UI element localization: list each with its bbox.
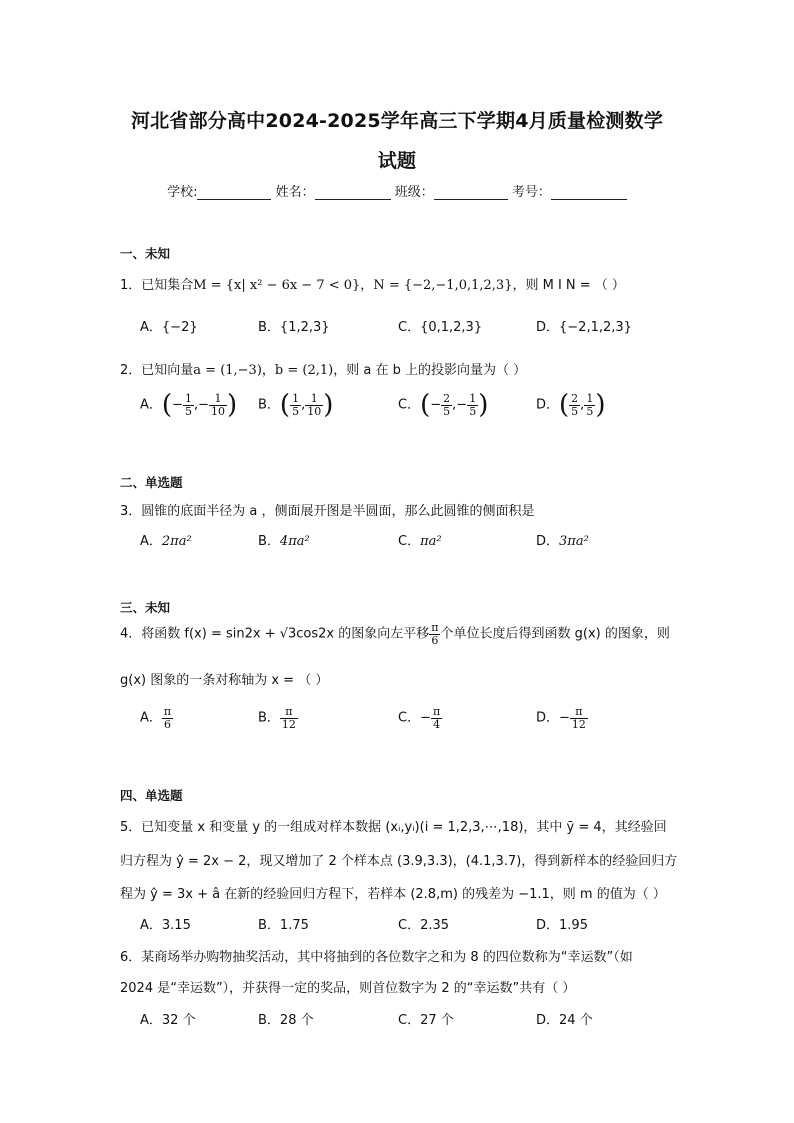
option-label: C． (398, 918, 421, 933)
q2-option-c[interactable]: C．(− $\frac{2}{5}$ ,− $\frac{1}{5}$ ) (398, 390, 489, 420)
sign: − (198, 397, 210, 413)
school-blank[interactable] (197, 185, 271, 200)
fraction: $\frac{\pi}{12}$ (281, 705, 296, 731)
q4-option-b[interactable] (258, 706, 298, 730)
q3-option-a[interactable] (140, 530, 192, 549)
option-label: A． (140, 534, 162, 549)
option-label: D． (536, 918, 560, 933)
q1-comma: ， (360, 278, 374, 293)
option-value: πa² (420, 534, 442, 549)
q4-text-a: 4．将函数 f(x) = sin2x + √3cos2x 的图象向左平移 (120, 626, 430, 642)
question-5-line1: 5．已知变量 x 和变量 y 的一组成对样本数据 (xᵢ,yᵢ)(i = 1,2,3,⋯,18)，其中 ȳ = 4，其经验回 (120, 820, 667, 835)
question-5-line3: 程为 ŷ = 3x + â 在新的经验回归方程下，若样本 (2.8,m) 的残差为 −1.1，则 m 的值为（ ） (120, 887, 666, 902)
option-value: 2πa² (161, 534, 192, 549)
name-label: 姓名： (275, 185, 315, 200)
q4-shift-fraction: $\frac{\pi}{6}$ (431, 621, 439, 647)
option-value: 4πa² (279, 534, 310, 549)
school-label: 学校: (167, 185, 198, 200)
option-label: B． (258, 320, 280, 335)
q2-suffix: ，则 a 在 b 上的投影向量为（ ） (333, 363, 527, 378)
question-3: 3．圆锥的底面半径为 a ，侧面展开图是半圆面，那么此圆锥的侧面积是 (120, 504, 535, 519)
q3-option-b[interactable] (258, 530, 310, 549)
q2-prefix: 2．已知向量 (120, 363, 194, 378)
section-heading-4: 四、单选题 (120, 788, 183, 803)
q1-suffix: ，则 M I N = （ ） (512, 278, 625, 293)
option-value: 1.75 (279, 918, 309, 933)
sign: − (420, 710, 431, 726)
q3-option-c[interactable] (398, 530, 442, 549)
option-label: B． (258, 710, 280, 726)
q5-option-d[interactable] (536, 914, 588, 933)
section-heading-3: 三、未知 (120, 600, 171, 615)
q1-prefix: 1．已知集合 (120, 278, 194, 293)
exam-number-label: 考号： (511, 185, 551, 200)
option-label: B． (258, 534, 280, 549)
fraction: $\frac{1}{10}$ (307, 391, 322, 418)
option-label: B． (258, 918, 280, 933)
exam-title-line1: 河北省部分高中2024-2025学年高三下学期4月质量检测数学 (130, 110, 664, 132)
q1-option-c[interactable] (398, 316, 482, 335)
fraction: $\frac{\pi}{6}$ (163, 705, 172, 731)
class-blank[interactable] (434, 185, 508, 200)
option-value: 24 个 (559, 1013, 593, 1028)
fraction: $\frac{1}{10}$ (211, 391, 226, 418)
q4-option-a[interactable] (140, 706, 173, 730)
q4-text-b: 个单位长度后得到函数 g(x) 的图象，则 (440, 626, 670, 642)
fraction: $\frac{\pi}{12}$ (571, 705, 586, 731)
q1-option-d[interactable] (536, 316, 632, 335)
q2-option-b[interactable]: B．( $\frac{1}{5}$ , $\frac{1}{10}$ ) (258, 390, 334, 420)
q1-set-m: M = {x| x² − 6x − 7 < 0} (193, 278, 361, 293)
q6-option-d[interactable] (536, 1009, 593, 1028)
option-value: 3πa² (559, 534, 589, 549)
q5-option-a[interactable] (140, 914, 191, 933)
option-label: C． (398, 710, 421, 726)
question-4-line2: g(x) 图象的一条对称轴为 x = （ ） (120, 673, 329, 688)
q2-vector-a: a = (1,−3) (193, 363, 262, 378)
fraction: $\frac{1}{5}$ (469, 391, 477, 418)
question-6-line1: 6．某商场举办购物抽奖活动，其中将抽到的各位数字之和为 8 的四位数称为“幸运数”（如 (120, 950, 633, 965)
exam-title-line2: 试题 (377, 150, 417, 172)
option-label: D． (536, 534, 560, 549)
option-label: C． (398, 1013, 421, 1028)
q1-set-n: N = {−2,−1,0,1,2,3} (373, 278, 513, 293)
option-label: B． (258, 397, 280, 413)
fraction: $\frac{2}{5}$ (443, 391, 451, 418)
option-label: A． (140, 710, 162, 726)
student-info-row (0, 181, 794, 200)
section-heading-1: 一、未知 (120, 246, 171, 261)
fraction: $\frac{2}{5}$ (571, 391, 579, 418)
option-label: A． (140, 918, 162, 933)
q6-option-b[interactable] (258, 1009, 314, 1028)
fraction: $\frac{1}{5}$ (292, 391, 300, 418)
option-label: C． (398, 397, 421, 413)
option-value: 28 个 (279, 1013, 314, 1028)
fraction: $\frac{\pi}{4}$ (432, 705, 441, 731)
fraction: $\frac{1}{5}$ (586, 391, 594, 418)
q3-option-d[interactable] (536, 530, 589, 549)
option-label: A． (140, 397, 162, 413)
fraction: $\frac{1}{5}$ (184, 391, 192, 418)
question-5-line2: 归方程为 ŷ = 2x − 2，现又增加了 2 个样本点 (3.9,3.3)，(4.1,3.7)，得到新样本的经验回归方 (120, 854, 678, 869)
question-1 (120, 274, 625, 293)
option-label: B． (258, 1013, 280, 1028)
q2-option-d[interactable]: D．( $\frac{2}{5}$ , $\frac{1}{5}$ ) (536, 390, 606, 420)
option-value: 1.95 (559, 918, 588, 933)
option-value: 3.15 (161, 918, 191, 933)
q1-option-a[interactable] (140, 316, 198, 335)
q1-option-b[interactable] (258, 316, 330, 335)
option-label: A． (140, 1013, 162, 1028)
class-label: 班级： (394, 185, 434, 200)
option-label: D． (536, 397, 560, 413)
q5-option-b[interactable] (258, 914, 309, 933)
sign: − (172, 397, 183, 413)
option-label: D． (536, 320, 560, 335)
q4-option-c[interactable] (398, 706, 442, 730)
q2-vector-b: b = (2,1) (274, 363, 334, 378)
option-value: {0,1,2,3} (420, 320, 483, 335)
sign: − (559, 710, 570, 726)
q6-option-c[interactable] (398, 1009, 454, 1028)
option-value: 2.35 (420, 918, 450, 933)
q6-option-a[interactable] (140, 1009, 196, 1028)
q2-option-a[interactable]: A．(− $\frac{1}{5}$ ,− $\frac{1}{10}$ ) (140, 390, 238, 420)
option-value: {1,2,3} (279, 320, 330, 335)
q5-option-c[interactable] (398, 914, 449, 933)
question-2: 2．已知向量a = (1,−3)，b = (2,1)，则 a 在 b 上的投影向量为（ ） (120, 363, 527, 378)
section-heading-2: 二、单选题 (120, 475, 183, 490)
q4-option-d[interactable] (536, 706, 588, 730)
option-label: C． (398, 534, 421, 549)
option-value: 27 个 (420, 1013, 454, 1028)
question-6-line2: 2024 是“幸运数”），并获得一定的奖品，则首位数字为 2 的“幸运数”共有（ ） (120, 981, 576, 996)
option-value: {−2} (161, 320, 198, 335)
option-label: D． (536, 1013, 560, 1028)
option-value: 32 个 (161, 1013, 196, 1028)
exam-number-blank[interactable] (551, 185, 627, 200)
option-label: A． (140, 320, 162, 335)
option-label: D． (536, 710, 560, 726)
option-label: C． (398, 320, 421, 335)
sign: − (456, 397, 468, 413)
question-4-line1 (120, 622, 670, 646)
option-value: {−2,1,2,3} (559, 320, 632, 335)
name-blank[interactable] (315, 185, 391, 200)
sign: − (430, 397, 442, 413)
